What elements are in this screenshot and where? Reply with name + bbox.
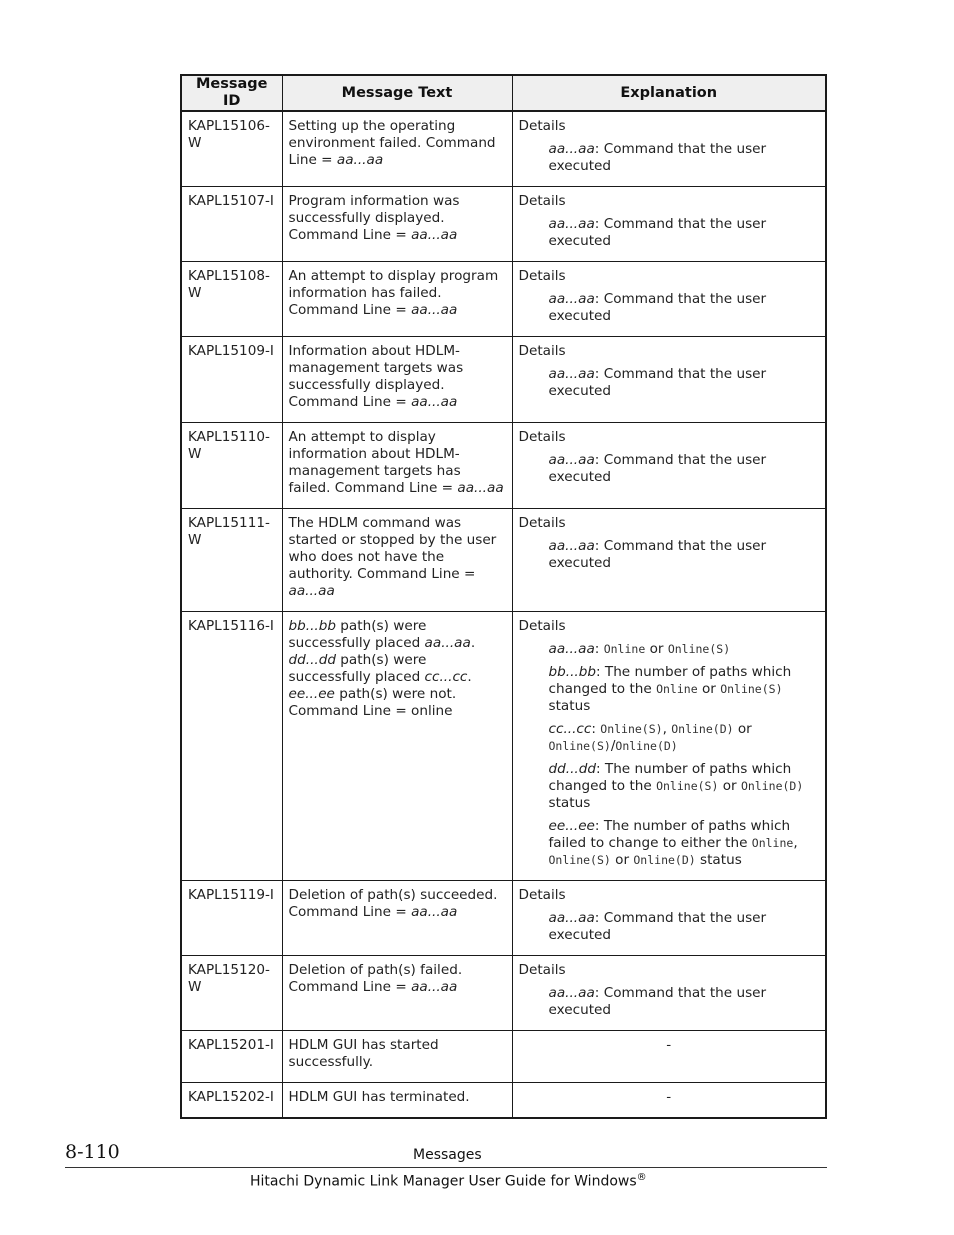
var-bb: bb...bb: [548, 664, 596, 680]
or-word: or: [610, 852, 634, 868]
detail-text: Command that the user executed: [548, 910, 767, 943]
comma: ,: [793, 835, 798, 851]
detail-item: [549, 538, 820, 572]
or-word: or: [697, 681, 721, 697]
message-text: [282, 262, 512, 337]
detail-text: Command that the user executed: [548, 216, 767, 249]
status-online-s: Online(S): [667, 642, 731, 656]
header-explanation: Explanation: [512, 75, 826, 111]
header-message-text: Message Text: [282, 75, 512, 111]
table-row: [181, 1083, 826, 1119]
status-word: status: [548, 795, 591, 811]
explanation: [512, 881, 826, 956]
table-row: [181, 956, 826, 1031]
status-online-s: Online(S): [548, 739, 611, 753]
table-row: [181, 262, 826, 337]
var-aa: aa...aa: [288, 583, 335, 599]
book-title-text: Hitachi Dynamic Link Manager User Guide for Windows: [250, 1173, 637, 1190]
detail-item-dd: [549, 761, 820, 812]
colon: :: [594, 366, 604, 382]
explanation: [512, 612, 826, 881]
var-aa: aa...aa: [548, 985, 595, 1001]
table-row: [181, 111, 826, 187]
details-label: Details: [518, 962, 566, 978]
table-row: [181, 337, 826, 423]
book-title: [250, 1172, 647, 1190]
explanation: [512, 187, 826, 262]
details-label: Details: [518, 343, 566, 359]
detail-text: The number of paths which failed to change to either the: [548, 818, 791, 851]
messages-table: [180, 74, 827, 1119]
message-id: KAPL15106-W: [181, 111, 282, 187]
status-online: Online: [603, 642, 646, 656]
text-part: An attempt to display program information has failed. Command Line =: [288, 268, 499, 318]
status-word: status: [548, 698, 591, 714]
text-part: The HDLM command was started or stopped by the user who does not have the authority. Command Line =: [288, 515, 497, 582]
table-row: [181, 612, 826, 881]
explanation: -: [512, 1031, 826, 1083]
message-id: KAPL15109-I: [181, 337, 282, 423]
colon: :: [595, 664, 605, 680]
colon: :: [594, 452, 604, 468]
message-id: KAPL15119-I: [181, 881, 282, 956]
detail-item: [549, 452, 820, 486]
detail-item-bb: [549, 664, 820, 715]
detail-item-cc: [549, 721, 820, 755]
chapter-title: Messages: [413, 1147, 482, 1163]
text-part: Program information was successfully displayed. Command Line =: [288, 193, 460, 243]
var-ee: ee...ee: [288, 686, 335, 702]
explanation: [512, 262, 826, 337]
message-text: [282, 423, 512, 509]
var-dd: dd...dd: [288, 652, 336, 668]
var-aa: aa...aa: [336, 152, 384, 168]
message-text: HDLM GUI has started successfully.: [282, 1031, 512, 1083]
colon: :: [594, 216, 604, 232]
detail-text: Command that the user executed: [548, 141, 767, 174]
status-online-s: Online(S): [600, 722, 663, 736]
detail-text: Command that the user executed: [548, 538, 767, 571]
var-aa: aa...aa: [457, 480, 504, 496]
text-part: Information about HDLM-management targets was successfully displayed. Command Line =: [288, 343, 464, 410]
var-aa: aa...aa: [548, 366, 595, 382]
detail-item: [549, 216, 820, 250]
message-text: [282, 956, 512, 1031]
comma: ,: [662, 721, 672, 737]
table-row: [181, 187, 826, 262]
details-label: Details: [518, 515, 566, 531]
detail-text: The number of paths which changed to the: [548, 664, 792, 697]
var-aa: aa...aa: [411, 302, 458, 318]
table-row: [181, 423, 826, 509]
details-label: Details: [518, 193, 566, 209]
message-text: [282, 337, 512, 423]
colon: :: [594, 985, 604, 1001]
explanation: [512, 423, 826, 509]
message-text: [282, 881, 512, 956]
colon: :: [594, 538, 604, 554]
var-aa: aa...aa: [548, 641, 595, 657]
colon: :: [594, 818, 604, 834]
colon: :: [594, 141, 604, 157]
status-online-s: Online(S): [720, 682, 783, 696]
colon: :: [594, 910, 604, 926]
text-part: An attempt to display information about HDLM-management targets has failed. Command Line =: [288, 429, 461, 496]
text-part: .: [470, 635, 476, 651]
registered-mark: ®: [636, 1172, 647, 1183]
detail-item: [549, 291, 820, 325]
message-text: [282, 509, 512, 612]
message-text: [282, 612, 512, 881]
var-cc: cc...cc: [424, 669, 468, 685]
detail-text: Command that the user executed: [548, 291, 767, 324]
detail-item-aa: [549, 641, 820, 658]
var-aa: aa...aa: [411, 904, 458, 920]
detail-text: The number of paths which changed to the: [548, 761, 792, 794]
table-row: [181, 881, 826, 956]
details-label: Details: [518, 429, 566, 445]
var-aa: aa...aa: [411, 979, 458, 995]
text-part: path(s) were successfully placed: [288, 652, 427, 685]
status-online-d: Online(D): [740, 779, 804, 793]
status-online-d: Online(D): [671, 722, 734, 736]
footer-divider: [65, 1167, 827, 1168]
details-label: Details: [518, 118, 566, 134]
text-part: Setting up the operating environment failed. Command Line =: [288, 118, 496, 168]
detail-text: Command that the user executed: [548, 452, 767, 485]
detail-item: [549, 141, 820, 175]
var-dd: dd...dd: [548, 761, 596, 777]
table-header-row: [181, 75, 826, 111]
var-aa: aa...aa: [548, 141, 595, 157]
explanation: [512, 509, 826, 612]
message-id: KAPL15116-I: [181, 612, 282, 881]
page-number: 8-110: [65, 1141, 120, 1163]
message-text: [282, 111, 512, 187]
colon: :: [595, 761, 605, 777]
text-part: .: [467, 669, 472, 685]
status-online-d: Online(D): [615, 739, 678, 753]
status-online: Online: [656, 682, 698, 696]
or-word: or: [733, 721, 752, 737]
detail-item-ee: [549, 818, 820, 869]
or-word: or: [718, 778, 741, 794]
message-id: KAPL15110-W: [181, 423, 282, 509]
colon: :: [594, 641, 604, 657]
message-id: KAPL15120-W: [181, 956, 282, 1031]
message-id: KAPL15108-W: [181, 262, 282, 337]
detail-item: [549, 910, 820, 944]
var-aa: aa...aa: [548, 452, 595, 468]
message-id: KAPL15201-I: [181, 1031, 282, 1083]
detail-text: Command that the user executed: [548, 366, 767, 399]
detail-item: [549, 366, 820, 400]
status-online-d: Online(D): [633, 853, 696, 867]
detail-text: Command that the user executed: [548, 985, 767, 1018]
text-part: path(s) were successfully placed: [288, 618, 427, 651]
var-aa: aa...aa: [411, 394, 458, 410]
var-ee: ee...ee: [548, 818, 595, 834]
explanation: -: [512, 1083, 826, 1119]
var-aa: aa...aa: [548, 910, 595, 926]
detail-item: [549, 985, 820, 1019]
var-cc: cc...cc: [548, 721, 592, 737]
status-online-s: Online(S): [548, 853, 611, 867]
status-online: Online: [751, 836, 794, 850]
message-id: KAPL15107-I: [181, 187, 282, 262]
details-label: Details: [518, 887, 566, 903]
slash: /: [610, 738, 616, 754]
header-message-id: Message ID: [181, 75, 282, 111]
table-row: [181, 509, 826, 612]
message-id: KAPL15111-W: [181, 509, 282, 612]
message-id: KAPL15202-I: [181, 1083, 282, 1119]
colon: :: [591, 721, 601, 737]
status-online-s: Online(S): [656, 779, 719, 793]
explanation: [512, 956, 826, 1031]
or-word: or: [645, 641, 668, 657]
status-word: status: [695, 852, 742, 868]
text-part: Deletion of path(s) failed. Command Line =: [288, 962, 463, 995]
var-bb: bb...bb: [288, 618, 336, 634]
explanation: [512, 111, 826, 187]
text-part: Deletion of path(s) succeeded. Command Line =: [288, 887, 498, 920]
var-aa: aa...aa: [411, 227, 458, 243]
var-aa: aa...aa: [424, 635, 471, 651]
message-text: HDLM GUI has terminated.: [282, 1083, 512, 1119]
colon: :: [594, 291, 604, 307]
message-text: [282, 187, 512, 262]
var-aa: aa...aa: [548, 216, 595, 232]
details-label: Details: [518, 268, 566, 284]
text-part: path(s) were not. Command Line = online: [288, 686, 457, 719]
table-row: [181, 1031, 826, 1083]
explanation: [512, 337, 826, 423]
var-aa: aa...aa: [548, 291, 595, 307]
details-label: Details: [518, 618, 566, 634]
var-aa: aa...aa: [548, 538, 595, 554]
